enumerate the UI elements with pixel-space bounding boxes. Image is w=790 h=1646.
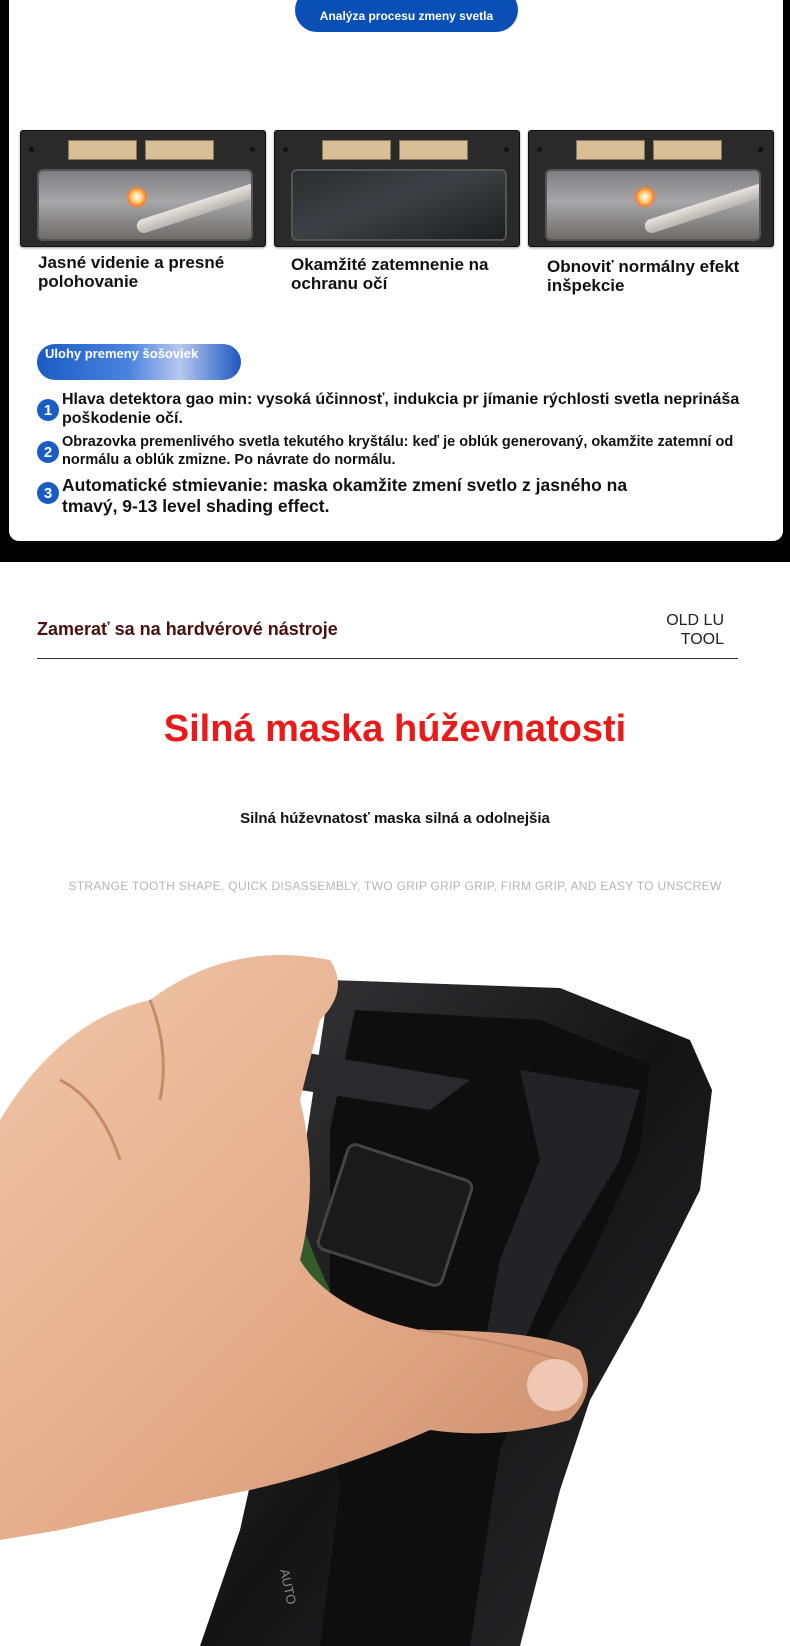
welding-rod bbox=[135, 181, 253, 234]
lens-view-welding bbox=[545, 169, 761, 241]
panel-caption: Jasné videnie a presné polohovanie bbox=[38, 253, 225, 291]
lens-view-darkened bbox=[291, 169, 507, 241]
header-tagline: Zamerať sa na hardvérové nástroje bbox=[37, 619, 338, 639]
solar-cell bbox=[68, 140, 137, 160]
screw-icon bbox=[758, 147, 763, 152]
panel-caption: Okamžité zatemnenie na ochranu očí bbox=[291, 255, 489, 293]
number-badge-1: 1 bbox=[37, 399, 59, 421]
lens-view-welding bbox=[37, 169, 253, 241]
screw-icon bbox=[283, 147, 288, 152]
solar-cell bbox=[145, 140, 214, 160]
lens-panel-restored bbox=[528, 130, 774, 247]
feature-text-1: Hlava detektora gao min: vysoká účinnosť, indukcia pr jímanie rýchlosti svetla neprináša poškodenie očí. bbox=[62, 391, 740, 427]
section-title: Silná maska húževnatosti bbox=[163, 708, 627, 750]
brand-label bbox=[666, 611, 724, 649]
arc-flame bbox=[127, 187, 147, 207]
number-badge-2: 2 bbox=[37, 441, 59, 463]
welding-rod bbox=[643, 181, 761, 234]
number-badge-3: 3 bbox=[37, 482, 59, 504]
lens-process-card bbox=[9, 0, 783, 541]
solar-cell bbox=[322, 140, 391, 160]
solar-cell bbox=[576, 140, 645, 160]
screw-icon bbox=[504, 147, 509, 152]
light-change-analysis-button[interactable]: Analýza procesu zmeny svetla bbox=[295, 0, 518, 32]
hand-holding-mask-photo bbox=[0, 930, 790, 1646]
screw-icon bbox=[29, 147, 34, 152]
top-section bbox=[0, 0, 790, 562]
solar-cell bbox=[653, 140, 722, 160]
screw-icon bbox=[250, 147, 255, 152]
solar-cell bbox=[399, 140, 468, 160]
lens-panel-dark bbox=[274, 130, 520, 247]
screw-icon bbox=[537, 147, 542, 152]
feature-text-3: Automatické stmievanie: maska okamžite zmení svetlo z jasného na tmavý, 9-13 level shading effect. bbox=[62, 475, 628, 516]
lens-tasks-chip: Ulohy premeny šošoviek bbox=[37, 344, 241, 380]
section-subtitle: Silná húževnatosť maska silná a odolnejšia bbox=[240, 810, 550, 827]
panel-caption: Obnoviť normálny efekt inšpekcie bbox=[547, 257, 740, 295]
section-header bbox=[37, 600, 738, 659]
feature-text-2: Obrazovka premenlivého svetla tekutého kryštálu: keď je oblúk generovaný, okamžite zatemní od normálu a oblúk zmizne. Po návrate do normálu. bbox=[62, 434, 734, 468]
brand-line-2: TOOL bbox=[680, 631, 724, 648]
arc-flame bbox=[635, 187, 655, 207]
lens-panel-bright bbox=[20, 130, 266, 247]
mask-brand-text: AUTO bbox=[277, 1567, 300, 1606]
english-feature-line: STRANGE TOOTH SHAPE, QUICK DISASSEMBLY, TWO GRIP GRIP GRIP, FIRM GRIP, AND EASY TO UNSCREW bbox=[68, 879, 722, 893]
mask-illustration bbox=[0, 930, 790, 1646]
thumbnail bbox=[527, 1359, 583, 1411]
brand-line-1: OLD LU bbox=[666, 612, 724, 629]
